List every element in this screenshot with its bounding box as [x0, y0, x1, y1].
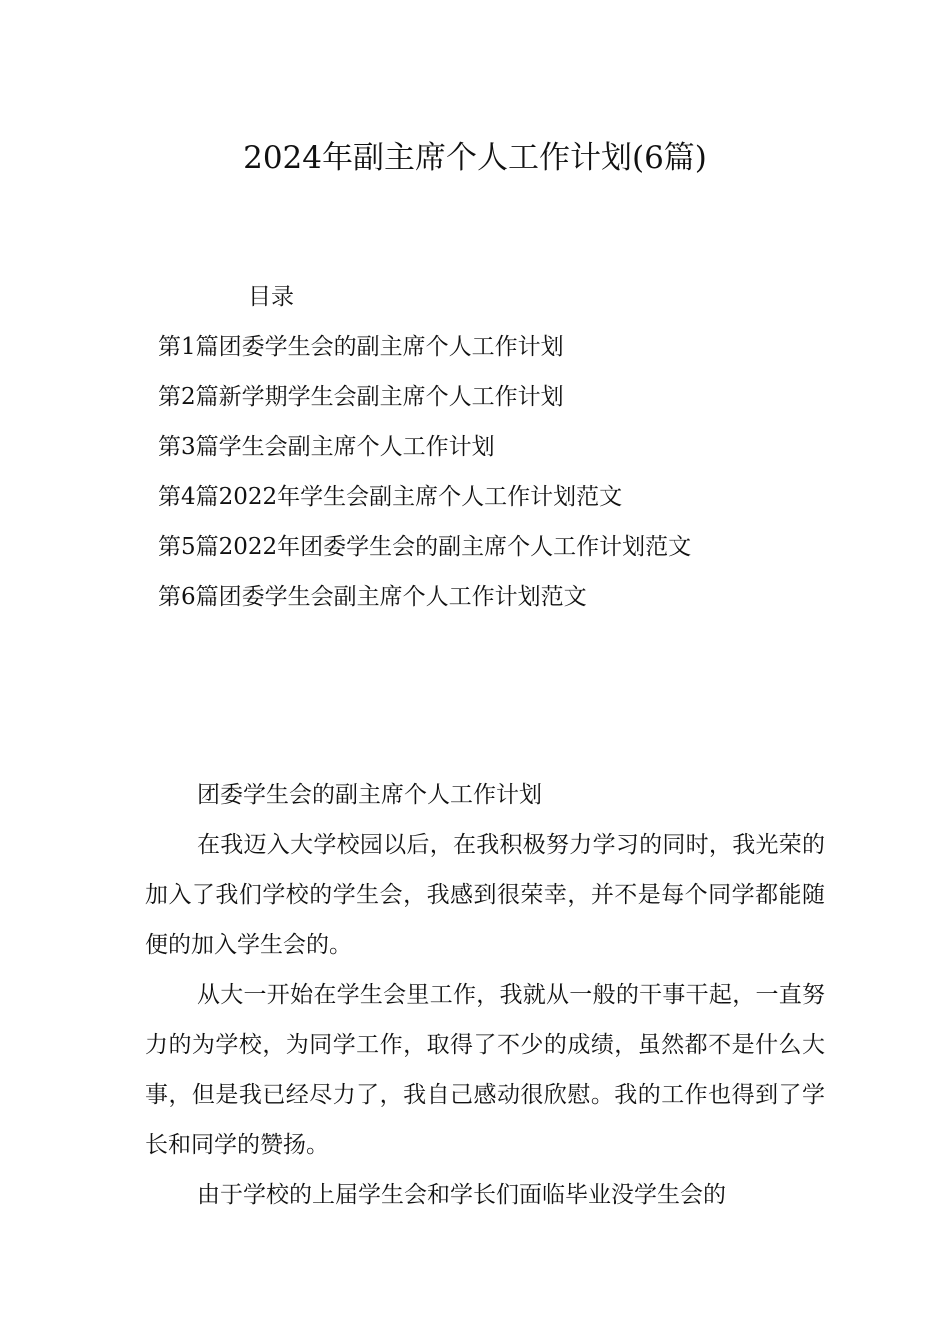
toc-item-1[interactable]: 第1篇团委学生会的副主席个人工作计划	[158, 334, 564, 360]
paragraph-3: 由于学校的上届学生会和学长们面临毕业没学生会的	[197, 1182, 726, 1208]
section-heading: 团委学生会的副主席个人工作计划	[197, 782, 542, 808]
paragraph-2: 从大一开始在学生会里工作，我就从一般的干事干起，一直努力的为学校，为同学工作，取得了不少的成绩，虽然都不是什么大事，但是我已经尽力了，我自己感动很欣慰。我的工作也得到了学长和同学的赞扬。	[145, 982, 825, 1158]
toc-item-3[interactable]: 第3篇学生会副主席个人工作计划	[158, 434, 495, 460]
toc-item-5[interactable]: 第5篇2022年团委学生会的副主席个人工作计划范文	[158, 534, 692, 560]
table-of-contents	[158, 332, 691, 632]
document-title: 2024年副主席个人工作计划(6篇)	[243, 140, 707, 176]
toc-item-6[interactable]: 第6篇团委学生会副主席个人工作计划范文	[158, 584, 587, 610]
toc-item-4[interactable]: 第4篇2022年学生会副主席个人工作计划范文	[158, 484, 623, 510]
section-body	[145, 780, 825, 1220]
toc-heading: 目录	[248, 284, 294, 310]
toc-item-2[interactable]: 第2篇新学期学生会副主席个人工作计划	[158, 384, 564, 410]
paragraph-1: 在我迈入大学校园以后，在我积极努力学习的同时，我光荣的加入了我们学校的学生会，我感到很荣幸，并不是每个同学都能随便的加入学生会的。	[145, 832, 825, 958]
